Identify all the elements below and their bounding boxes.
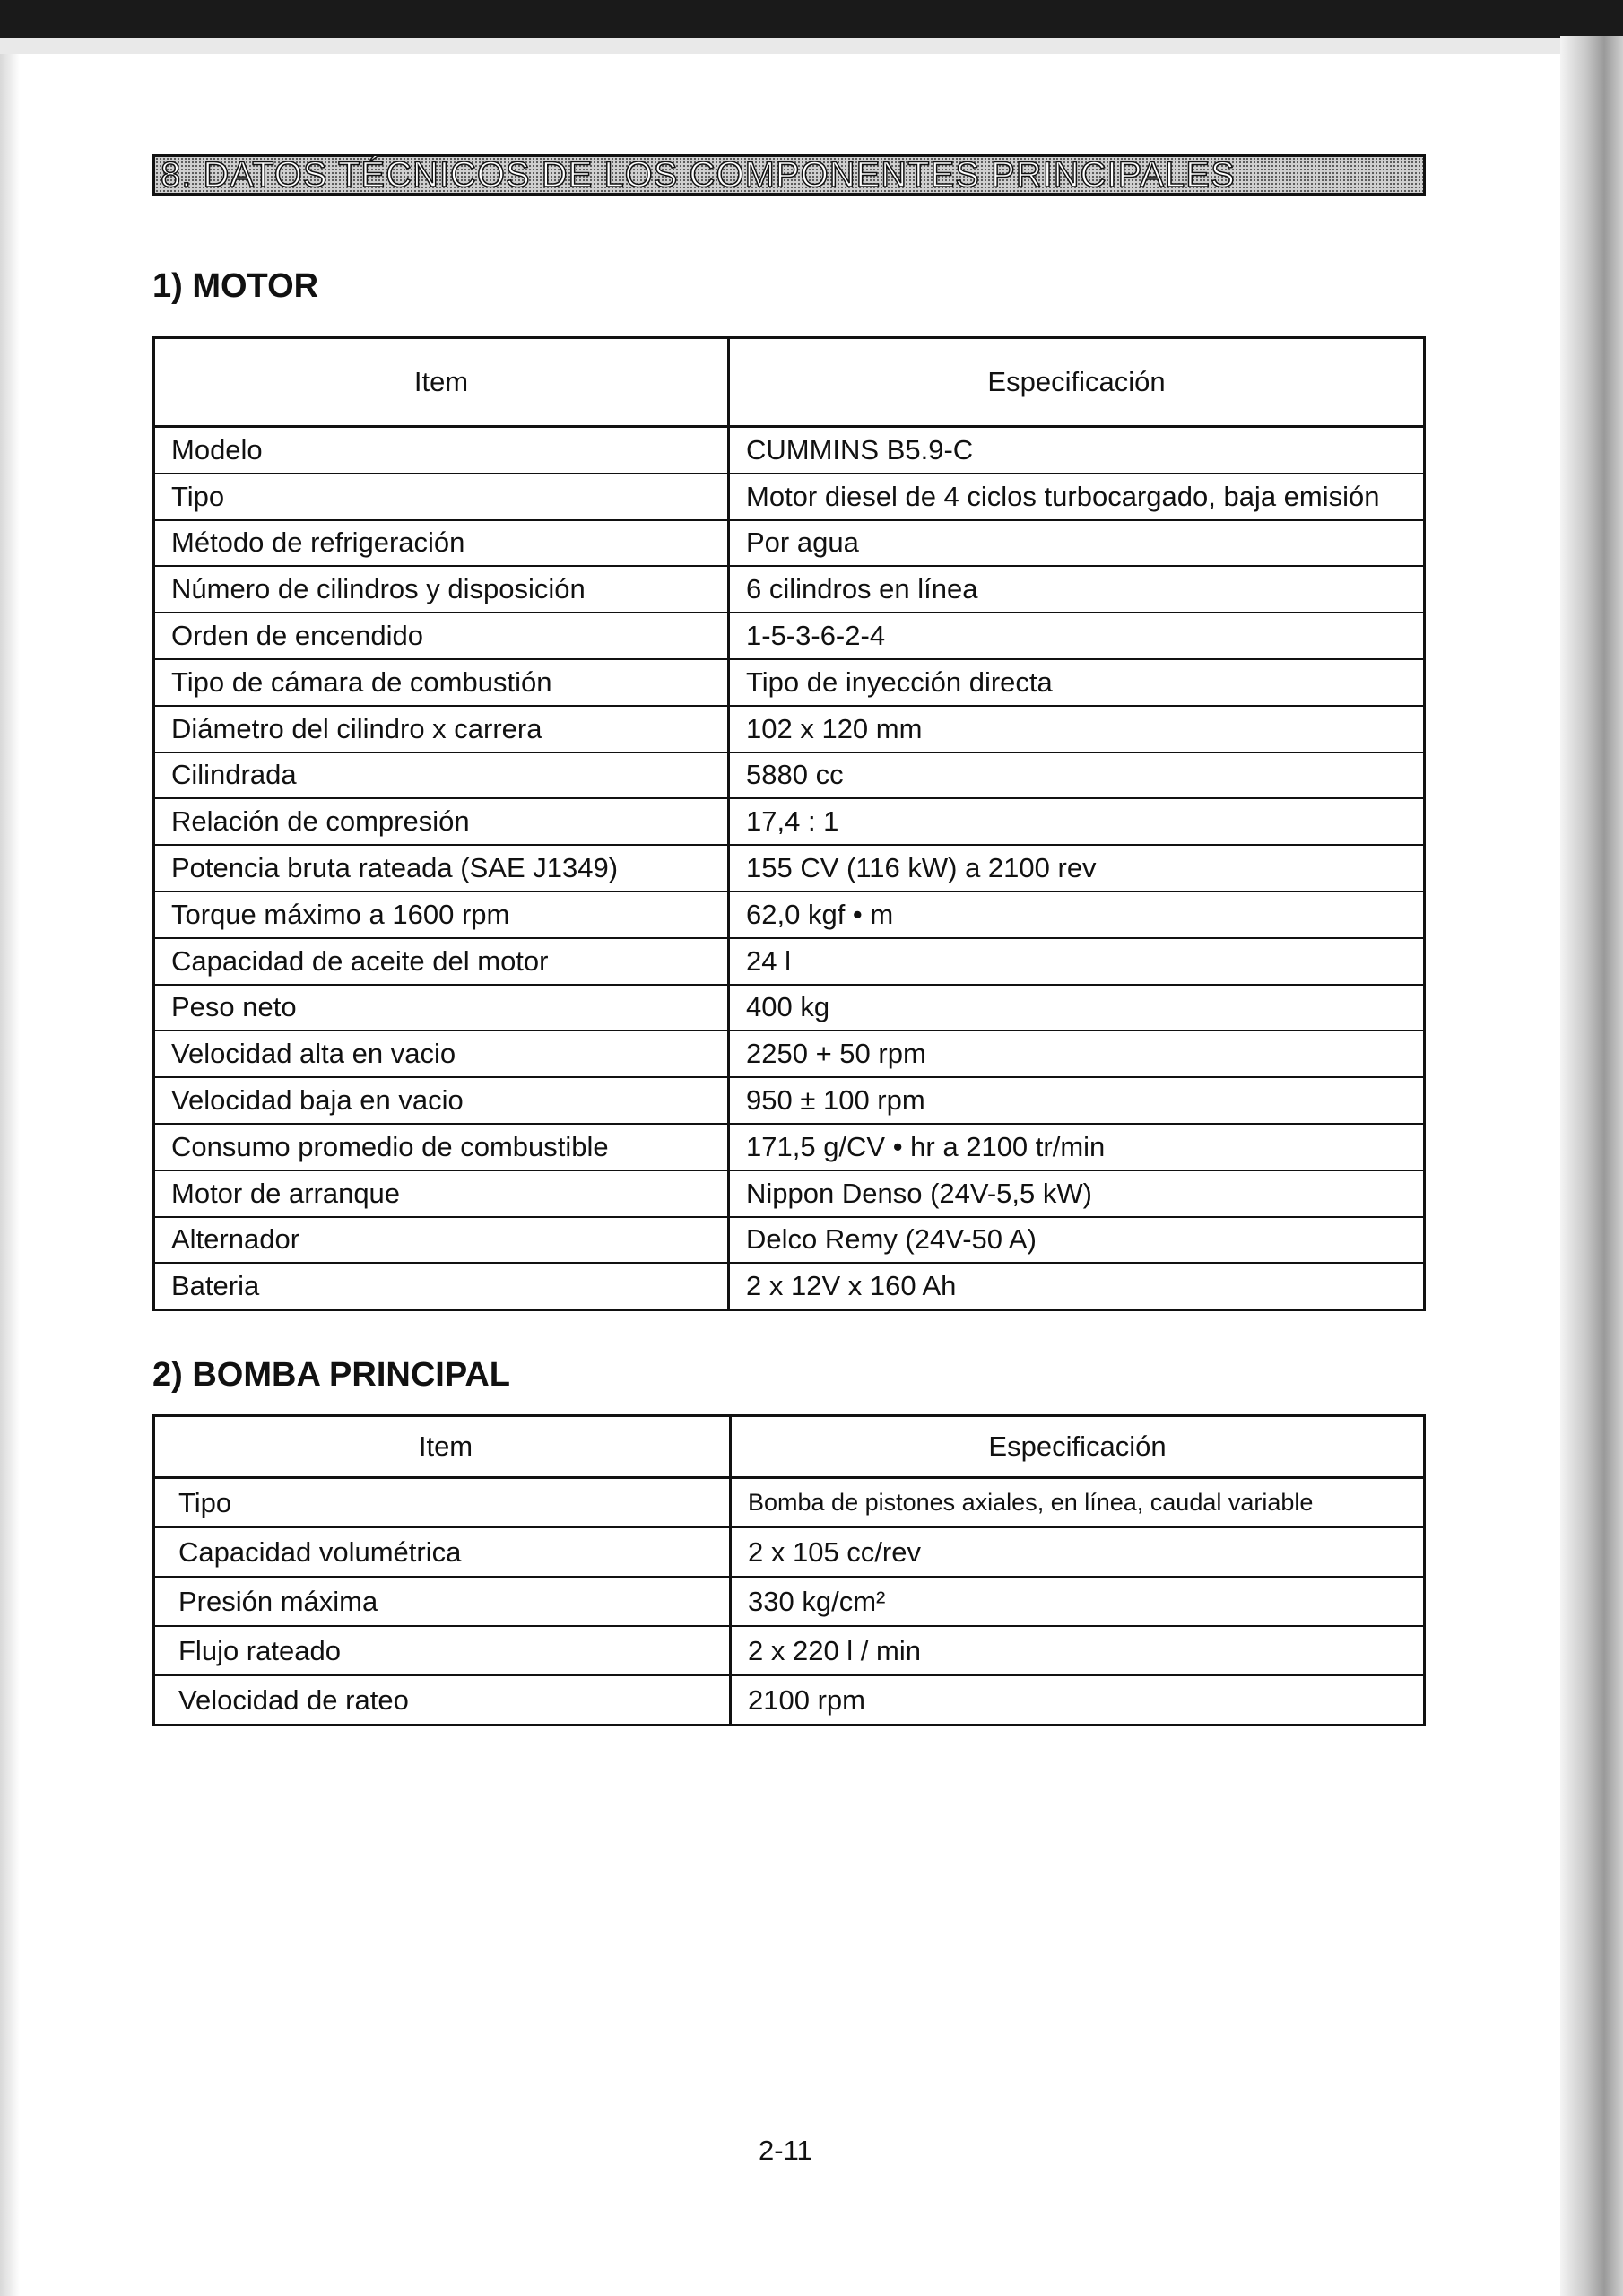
motor-section-title: 1) MOTOR [152,267,319,305]
row-item: Capacidad de aceite del motor [154,938,729,985]
table-header-row [154,1416,1425,1478]
table-row [154,1675,1425,1726]
row-spec: 62,0 kgf • m [729,891,1425,938]
row-item: Tipo [154,1478,731,1528]
table-row [154,706,1425,752]
row-spec: 102 x 120 mm [729,706,1425,752]
table-row [154,1124,1425,1170]
row-item: Método de refrigeración [154,520,729,567]
scan-left-edge [0,54,20,2296]
scan-binding-shadow [1560,36,1623,2296]
row-spec: 2 x 105 cc/rev [731,1527,1425,1577]
row-spec: Bomba de pistones axiales, en línea, caudal variable [731,1478,1425,1528]
row-spec: Delco Remy (24V-50 A) [729,1217,1425,1264]
row-spec: 24 l [729,938,1425,985]
table-row [154,520,1425,567]
table-row [154,798,1425,845]
row-item: Tipo [154,474,729,520]
row-spec: 17,4 : 1 [729,798,1425,845]
table-row [154,891,1425,938]
table-row [154,1577,1425,1626]
row-spec: 400 kg [729,985,1425,1031]
row-spec: 2 x 220 l / min [731,1626,1425,1675]
row-item: Peso neto [154,985,729,1031]
row-item: Capacidad volumétrica [154,1527,731,1577]
row-spec: 950 ± 100 rpm [729,1077,1425,1124]
row-item: Alternador [154,1217,729,1264]
pump-spec-table [152,1414,1426,1726]
header-item: Item [154,1416,731,1478]
row-spec: Tipo de inyección directa [729,659,1425,706]
table-row [154,1217,1425,1264]
row-item: Velocidad alta en vacio [154,1031,729,1077]
row-item: Número de cilindros y disposición [154,566,729,613]
row-item: Potencia bruta rateada (SAE J1349) [154,845,729,891]
row-item: Torque máximo a 1600 rpm [154,891,729,938]
table-row [154,1170,1425,1217]
table-row [154,985,1425,1031]
row-item: Presión máxima [154,1577,731,1626]
page-number: 2-11 [759,2135,812,2166]
row-item: Motor de arranque [154,1170,729,1217]
row-spec: 5880 cc [729,752,1425,799]
table-row [154,1626,1425,1675]
row-item: Velocidad baja en vacio [154,1077,729,1124]
row-spec: 330 kg/cm² [731,1577,1425,1626]
pump-section-title: 2) BOMBA PRINCIPAL [152,1356,510,1394]
table-row [154,1077,1425,1124]
row-item: Relación de compresión [154,798,729,845]
row-spec: 171,5 g/CV • hr a 2100 tr/min [729,1124,1425,1170]
row-item: Orden de encendido [154,613,729,659]
table-row [154,427,1425,474]
table-row [154,1527,1425,1577]
row-spec: 2 x 12V x 160 Ah [746,1270,957,1302]
table-row [154,474,1425,520]
table-header-row [154,338,1425,427]
table-row [154,613,1425,659]
table-row [154,752,1425,799]
header-spec: Especificación [731,1416,1425,1478]
row-spec: Por agua [729,520,1425,567]
scan-top-margin [0,38,1623,54]
row-spec: 6 cilindros en línea [729,566,1425,613]
table-row [154,566,1425,613]
header-item: Item [154,338,729,427]
table-row [154,938,1425,985]
row-spec: 1-5-3-6-2-4 [729,613,1425,659]
motor-spec-table [152,336,1426,1311]
row-item: Consumo promedio de combustible [154,1124,729,1170]
row-spec: Nippon Denso (24V-5,5 kW) [729,1170,1425,1217]
row-item: Bateria [154,1263,729,1309]
table-row [154,845,1425,891]
row-spec: 155 CV (116 kW) a 2100 rev [729,845,1425,891]
row-spec: 2100 rpm [748,1683,865,1716]
row-item: Tipo de cámara de combustión [154,659,729,706]
row-item: Diámetro del cilindro x carrera [154,706,729,752]
table-row [154,1031,1425,1077]
row-item: Modelo [154,427,729,474]
row-spec: 2250 + 50 rpm [729,1031,1425,1077]
table-row [154,1263,1425,1309]
row-item: Velocidad de rateo [154,1675,731,1726]
chapter-banner: 8. DATOS TÉCNICOS DE LOS COMPONENTES PRINCIPALES [152,154,1426,196]
row-spec: Motor diesel de 4 ciclos turbocargado, baja emisión [729,474,1425,520]
row-item: Flujo rateado [154,1626,731,1675]
table-row [154,659,1425,706]
scan-top-edge [0,0,1623,38]
table-row [154,1478,1425,1528]
row-spec: CUMMINS B5.9-C [729,427,1425,474]
header-spec: Especificación [729,338,1425,427]
row-item: Cilindrada [154,752,729,799]
